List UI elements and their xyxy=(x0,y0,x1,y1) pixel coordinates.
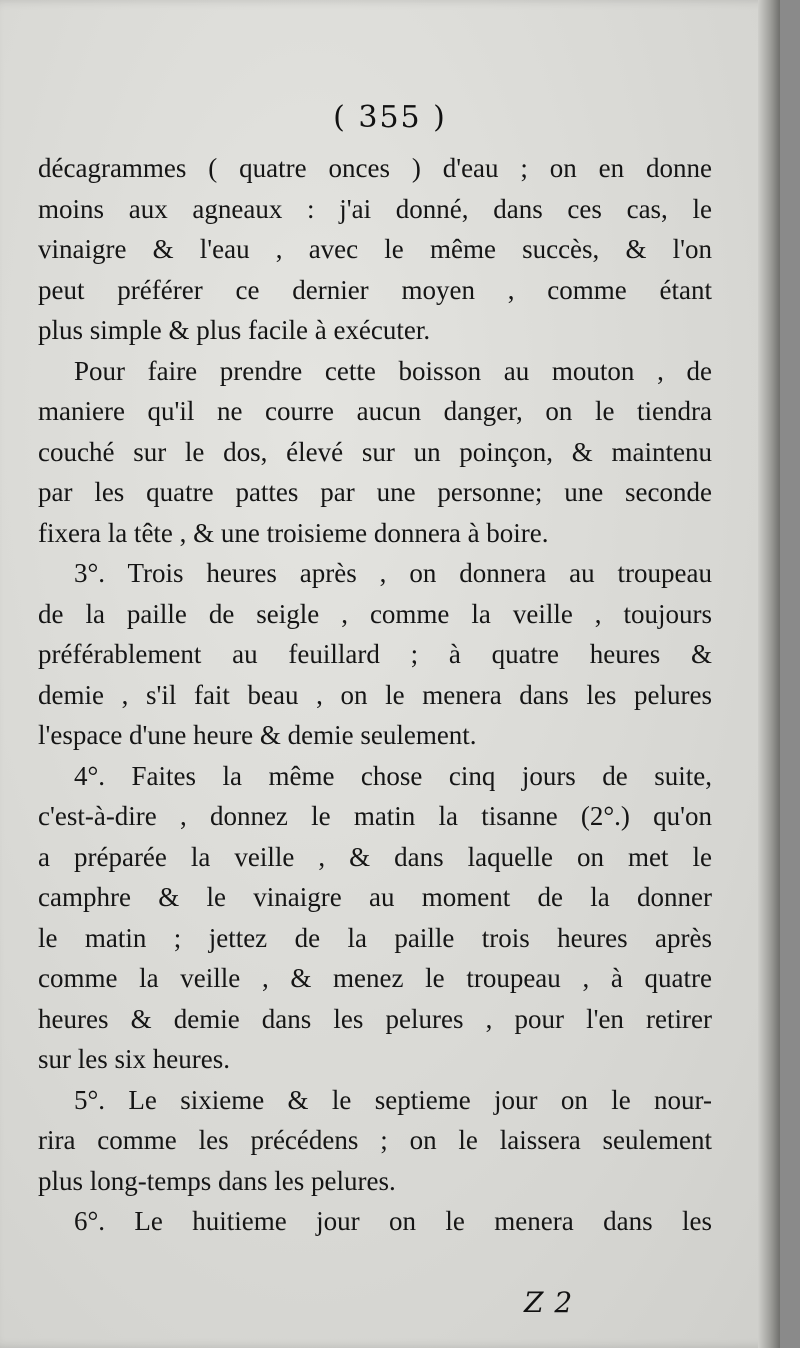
text-line: l'espace d'une heure & demie seulement. xyxy=(38,720,477,750)
text-line: le matin ; jettez de la paille trois heures après xyxy=(38,922,712,953)
text-line: de la paille de seigle , comme la veille , toujours xyxy=(38,598,712,629)
signature-mark: Z 2 xyxy=(524,1286,574,1319)
text-line: 5°. Le sixieme & le septieme jour on le nour- xyxy=(74,1084,712,1115)
text-line: c'est-à-dire , donnez le matin la tisanne (2°.) qu'on xyxy=(38,801,712,831)
text-line: camphre & le vinaigre au moment de la donner xyxy=(38,882,712,912)
text-line: plus long-temps dans les pelures. xyxy=(38,1165,396,1196)
text-line: maniere qu'il ne courre aucun danger, on le tiendra xyxy=(38,396,712,426)
text-line: vinaigre & l'eau , avec le même succès, & l'on xyxy=(38,234,712,264)
page-number: ( 355 ) xyxy=(333,100,447,135)
text-line: sur les six heures. xyxy=(38,1044,230,1074)
text-line: fixera la tête , & une troisieme donnera à boire. xyxy=(38,517,549,548)
text-line: heures & demie dans les pelures , pour l'en retirer xyxy=(38,1003,712,1034)
text-line: 6°. Le huitieme jour on le menera dans les xyxy=(74,1206,712,1236)
text-line: comme la veille , & menez le troupeau , à quatre xyxy=(38,963,712,993)
text-line: 3°. Trois heures après , on donnera au troupeau xyxy=(74,558,712,588)
text-line: plus simple & plus facile à exécuter. xyxy=(38,315,431,345)
text-line: demie , s'il fait beau , on le menera dans les pelures xyxy=(38,679,712,710)
text-line: couché sur le dos, élevé sur un poinçon, & maintenu xyxy=(38,436,712,467)
text-line: rira comme les précédens ; on le laissera seulement xyxy=(38,1125,712,1155)
text-line: préférablement au feuillard ; à quatre heures & xyxy=(38,639,712,669)
text-line: a préparée la veille , & dans laquelle on met le xyxy=(38,841,712,872)
page-edge-shadow xyxy=(758,0,780,1348)
body-text xyxy=(38,148,712,1242)
text-line: décagrammes ( quatre onces ) d'eau ; on en donne xyxy=(38,153,712,183)
text-line: Pour faire prendre cette boisson au mouton , de xyxy=(74,355,712,386)
text-line: 4°. Faites la même chose cinq jours de suite, xyxy=(74,760,712,791)
text-line: peut préférer ce dernier moyen , comme étant xyxy=(38,274,712,305)
text-line: moins aux agneaux : j'ai donné, dans ces cas, le xyxy=(38,193,712,224)
text-line: par les quatre pattes par une personne; une seconde xyxy=(38,477,712,507)
